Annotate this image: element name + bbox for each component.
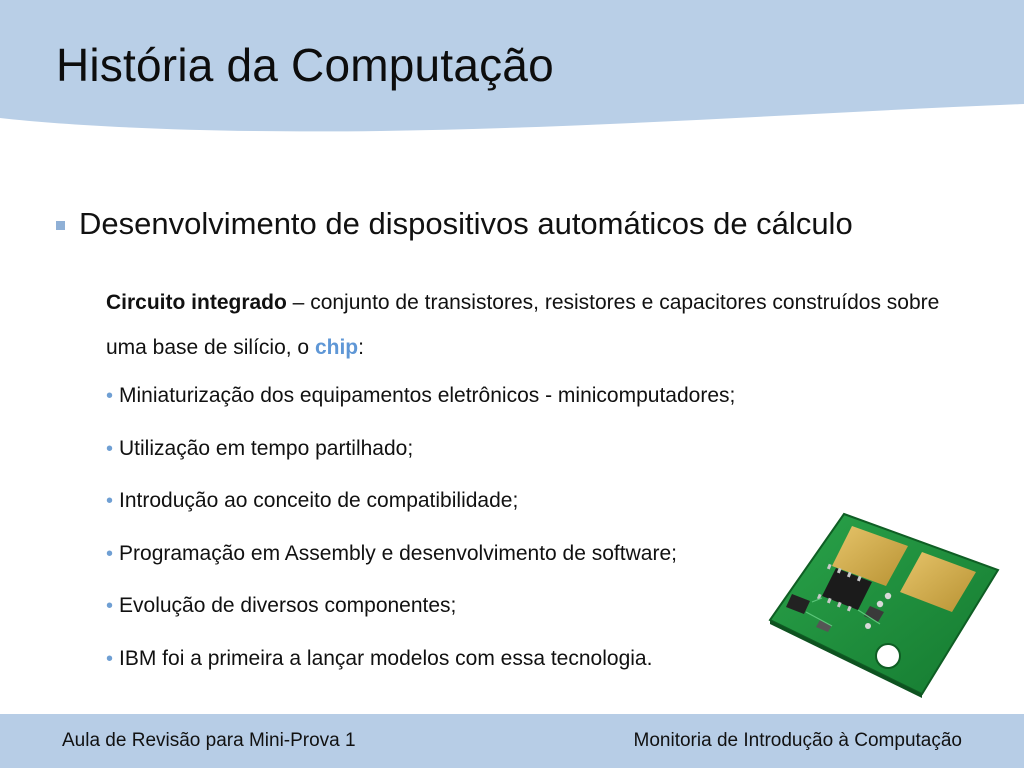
bullet-dot-icon: •: [106, 647, 114, 670]
list-item-text: Miniaturização dos equipamentos eletrônicos - minicomputadores;: [119, 384, 736, 407]
bullet-dot-icon: •: [106, 595, 114, 617]
footer-left-text: Aula de Revisão para Mini-Prova 1: [62, 730, 356, 751]
sub-bullet-list: [106, 374, 735, 689]
list-item: [106, 637, 735, 690]
main-bullet-text: Desenvolvimento de dispositivos automáticos de cálculo: [79, 206, 853, 241]
definition-text: – conjunto de transistores, resistores e capacitores construídos sobre uma base de silício, o: [106, 291, 940, 359]
chip-highlight: chip: [314, 336, 359, 359]
list-item-text: IBM foi a primeira a lançar modelos com essa tecnologia.: [119, 646, 653, 670]
slide-title: História da Computação: [56, 39, 554, 91]
footer-right-text: Monitoria de Introdução à Computação: [633, 730, 962, 751]
list-item: [106, 584, 735, 637]
bullet-dot-icon: •: [106, 437, 114, 460]
bullet-dot-icon: •: [106, 385, 114, 407]
chip-board-image: [762, 508, 1010, 698]
bullet-dot-icon: •: [106, 542, 114, 565]
list-item-text: Programação em Assembly e desenvolvimento de software;: [119, 541, 677, 565]
list-item: [106, 374, 735, 427]
definition-term: Circuito integrado: [106, 291, 287, 314]
list-item-text: Introdução ao conceito de compatibilidade;: [119, 489, 519, 512]
bullet-dot-icon: •: [106, 490, 114, 512]
definition-end: :: [358, 336, 364, 359]
list-item: [106, 479, 735, 532]
footer-bar: [0, 714, 1024, 768]
list-item-text: Utilização em tempo partilhado;: [119, 436, 414, 460]
definition-paragraph: [106, 280, 966, 370]
main-bullet: [56, 206, 853, 242]
list-item: [106, 532, 735, 585]
list-item: [106, 427, 735, 480]
list-item-text: Evolução de diversos componentes;: [119, 594, 457, 617]
square-bullet-icon: [56, 221, 65, 230]
